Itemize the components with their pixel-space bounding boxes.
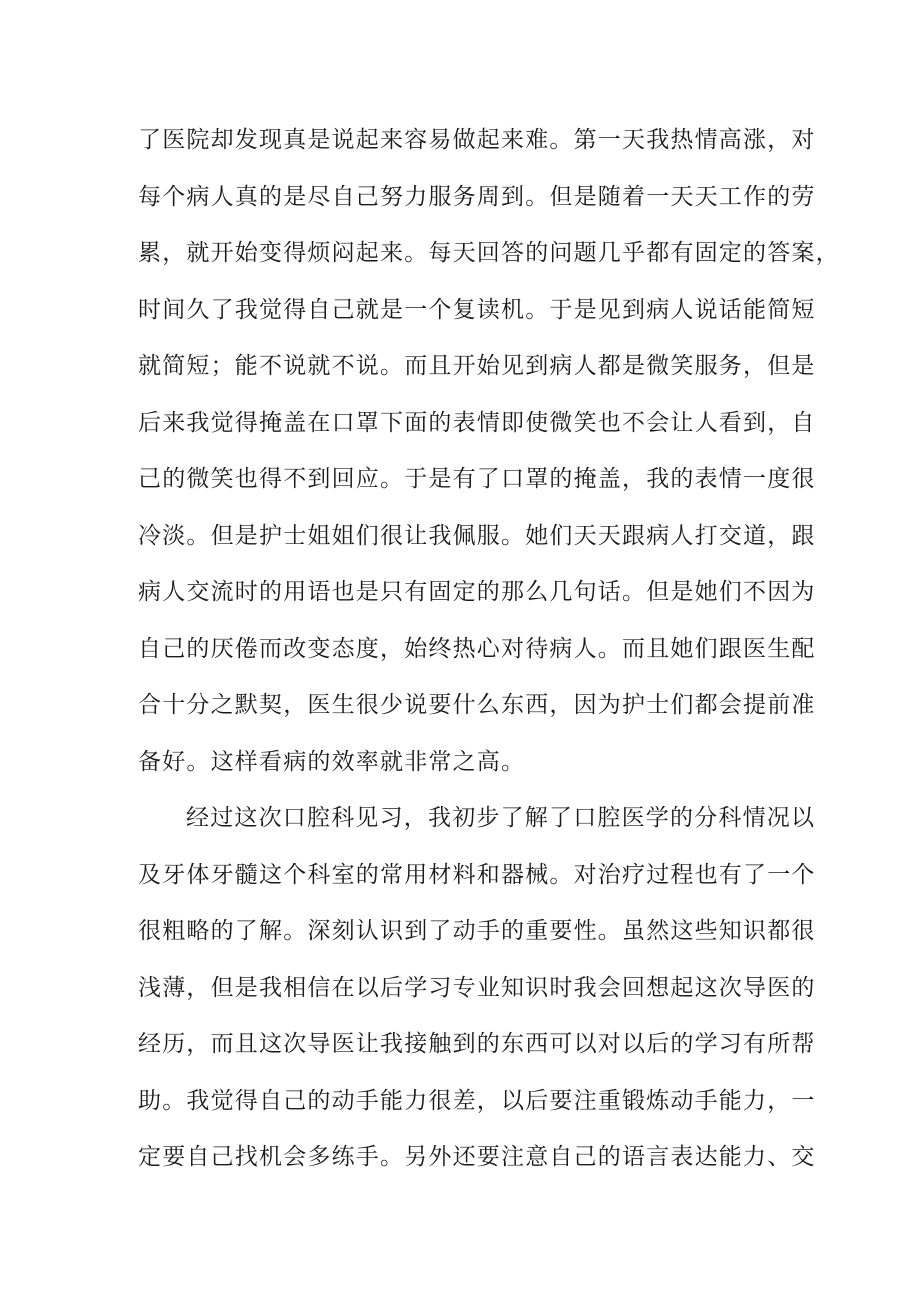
text-line: 每个病人真的是尽自己努力服务周到。但是随着一天天工作的劳 xyxy=(138,183,816,210)
text-line: 经历，而且这次导医让我接触到的东西可以对以后的学习有所帮 xyxy=(138,1031,816,1057)
text-line-first-indented: 经过这次口腔科见习，我初步了解了口腔医学的分科情况以 xyxy=(186,805,816,831)
text-line: 很粗略的了解。深刻认识到了动手的重要性。虽然这些知识都很 xyxy=(138,918,816,944)
text-line: 累，就开始变得烦闷起来。每天回答的问题几乎都有固定的答案， xyxy=(138,240,840,266)
text-line: 助。我觉得自己的动手能力很差，以后要注重锻炼动手能力，一 xyxy=(138,1087,816,1114)
text-line: 就简短；能不说就不说。而且开始见到病人都是微笑服务，但是 xyxy=(138,353,816,379)
text-line: 时间久了我觉得自己就是一个复读机。于是见到病人说话能简短 xyxy=(138,296,816,323)
document-body xyxy=(138,118,840,1192)
text-line: 病人交流时的用语也是只有固定的那么几句话。但是她们不因为 xyxy=(138,579,816,605)
text-line: 合十分之默契，医生很少说要什么东西，因为护士们都会提前准 xyxy=(138,692,816,718)
paragraph xyxy=(138,796,816,1192)
text-line: 后来我觉得掩盖在口罩下面的表情即使微笑也不会让人看到，自 xyxy=(138,409,816,436)
text-line-last: 备好。这样看病的效率就非常之高。 xyxy=(138,748,526,775)
text-line: 自己的厌倦而改变态度，始终热心对待病人。而且她们跟医生配 xyxy=(138,635,816,662)
text-line: 己的微笑也得不到回应。于是有了口罩的掩盖，我的表情一度很 xyxy=(138,466,816,492)
text-line: 冷淡。但是护士姐姐们很让我佩服。她们天天跟病人打交道，跟 xyxy=(138,522,816,549)
text-line: 定要自己找机会多练手。另外还要注意自己的语言表达能力、交 xyxy=(138,1144,816,1170)
text-line: 浅薄，但是我相信在以后学习专业知识时我会回想起这次导医的 xyxy=(138,974,816,1001)
text-line: 了医院却发现真是说起来容易做起来难。第一天我热情高涨，对 xyxy=(138,127,816,153)
paragraph xyxy=(138,118,840,796)
text-line: 及牙体牙髓这个科室的常用材料和器械。对治疗过程也有了一个 xyxy=(138,861,816,888)
